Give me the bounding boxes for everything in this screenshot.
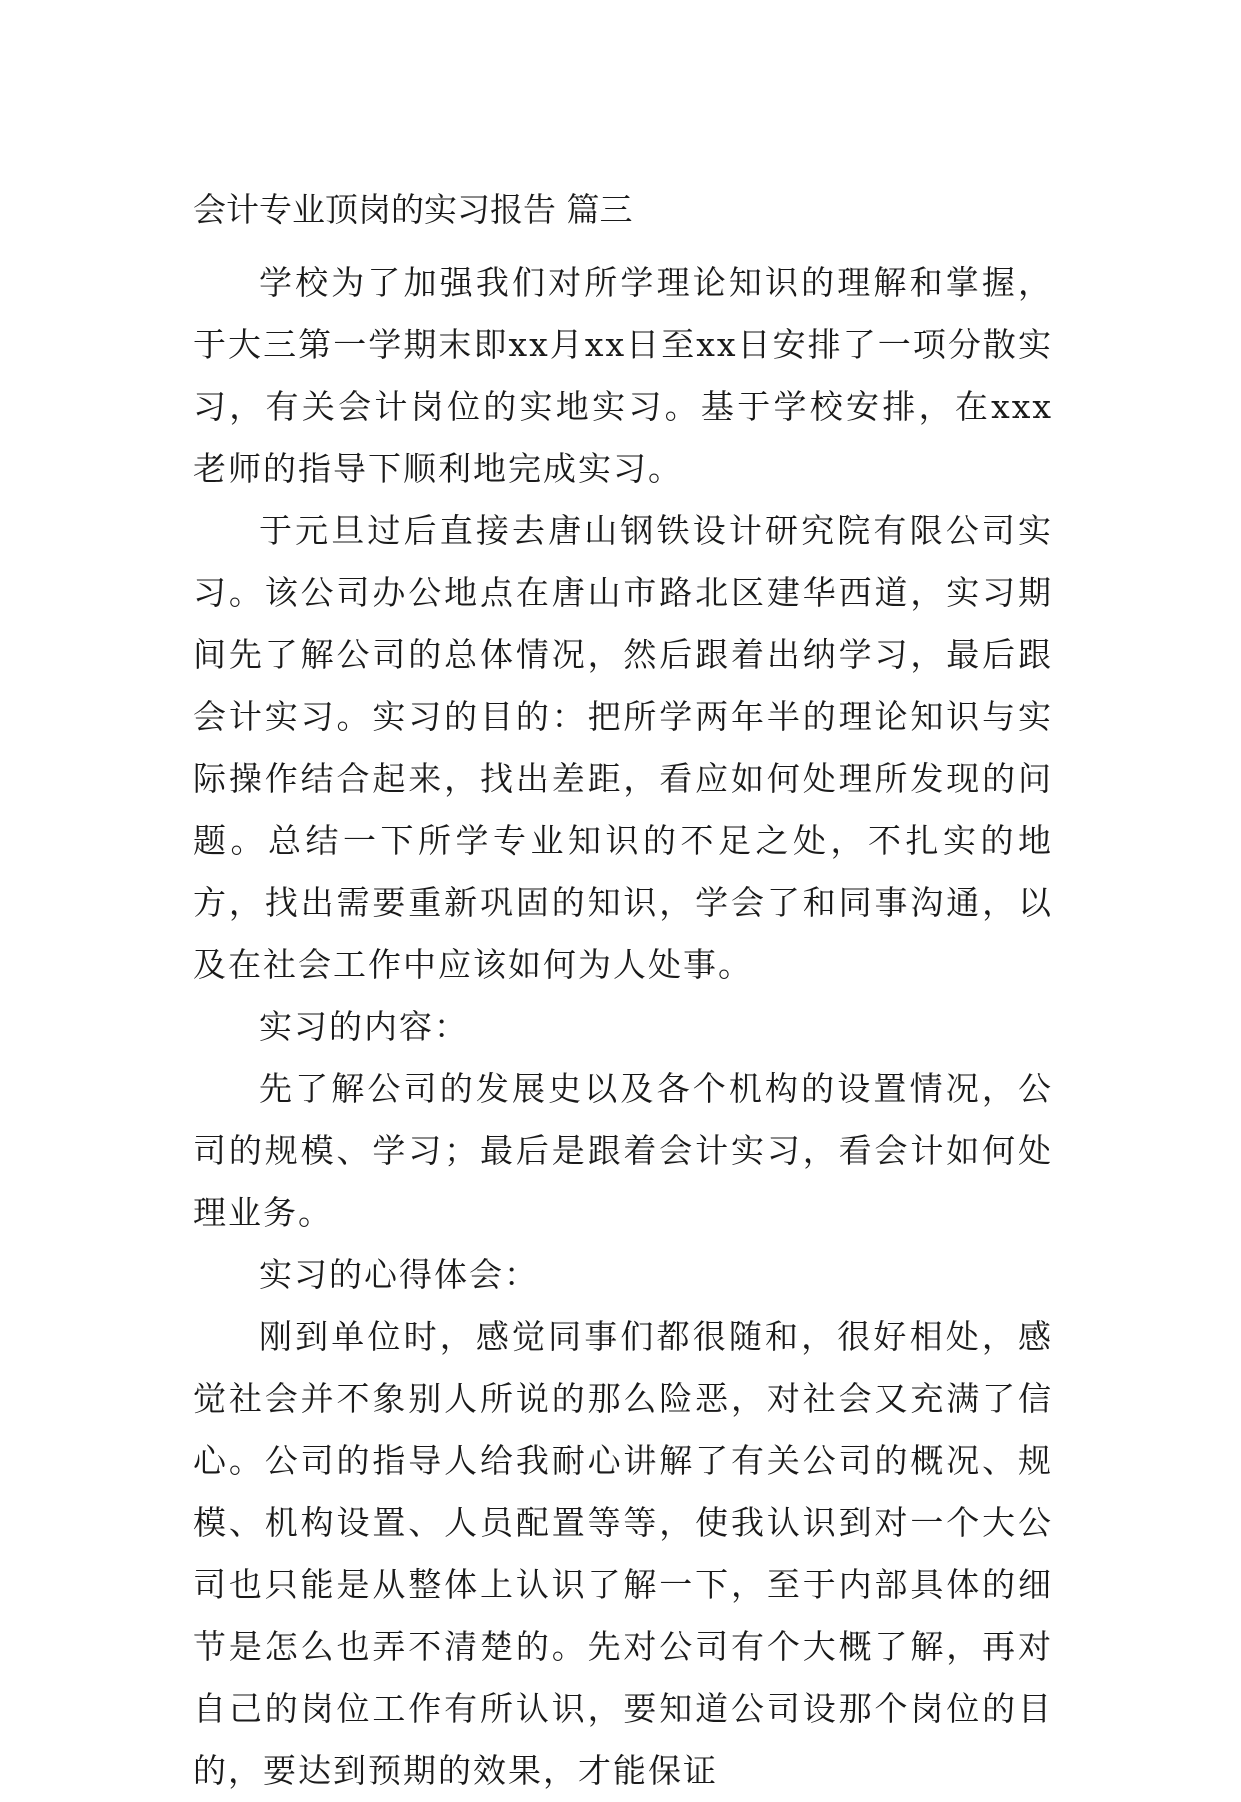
document-title: 会计专业顶岗的实习报告 篇三	[193, 190, 633, 229]
heading-content: 实习的内容：	[259, 1007, 469, 1046]
paragraph-content: 先了解公司的发展史以及各个机构的设置情况，公司的规模、学习；最后是跟着会计实习，看会计如何处理业务。	[193, 1069, 1053, 1232]
document-page	[193, 190, 1053, 1802]
paragraph-experience: 刚到单位时，感觉同事们都很随和，很好相处，感觉社会并不象别人所说的那么险恶，对社会又充满了信心。公司的指导人给我耐心讲解了有关公司的概况、规模、机构设置、人员配置等等，使我认识到对一个大公司也只能是从整体上认识了解一下，至于内部具体的细节是怎么也弄不清楚的。先对公司有个大概了解，再对自己的岗位工作有所认识，要知道公司设那个岗位的目的，要达到预期的效果，才能保证	[193, 1317, 1053, 1790]
paragraph-company: 于元旦过后直接去唐山钢铁设计研究院有限公司实习。该公司办公地点在唐山市路北区建华西道，实习期间先了解公司的总体情况，然后跟着出纳学习，最后跟会计实习。实习的目的：把所学两年半的理论知识与实际操作结合起来，找出差距，看应如何处理所发现的问题。总结一下所学专业知识的不足之处，不扎实的地方，找出需要重新巩固的知识，学会了和同事沟通，以及在社会工作中应该如何为人处事。	[193, 511, 1053, 984]
heading-experience: 实习的心得体会：	[259, 1255, 539, 1294]
paragraph-intro: 学校为了加强我们对所学理论知识的理解和掌握，于大三第一学期末即xx月xx日至xx日安排了一项分散实习，有关会计岗位的实地实习。基于学校安排，在xxx老师的指导下顺利地完成实习。	[193, 263, 1053, 488]
